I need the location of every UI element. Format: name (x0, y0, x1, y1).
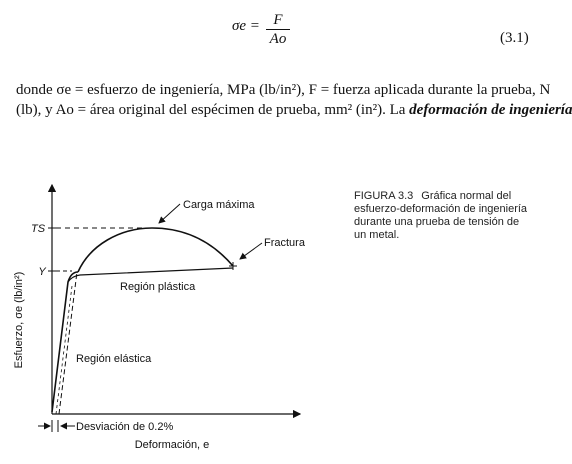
caption-label: FIGURA 3.3 (354, 190, 414, 202)
fracture-label: Fractura (264, 237, 305, 249)
caption-text: Gráfica normal del esfuerzo-deformación de ingeniería durante una prueba de tensión de un metal. (354, 190, 528, 241)
x-axis-label: Deformación, e (134, 439, 210, 451)
elastic-region-label: Región elástica (76, 353, 152, 365)
offset-line-inner (56, 286, 72, 414)
equation-number: (3.1) (500, 30, 529, 46)
max-load-leader (159, 204, 180, 223)
ts-label: TS (30, 223, 46, 235)
lower-line (68, 268, 233, 282)
equation-numerator: F (273, 12, 283, 28)
fracture-leader (240, 243, 262, 259)
offset-line-outer (59, 272, 77, 414)
y-point-label: Y (38, 266, 46, 278)
stress-strain-curve (78, 228, 233, 272)
paragraph-line-1: donde σe = esfuerzo de ingeniería, MPa (lb/in²), F = fuerza aplicada durante la prueba, N (16, 82, 551, 98)
equation-lhs: σe = (232, 18, 260, 34)
figure-caption (354, 190, 534, 242)
plastic-region-label: Región plástica (120, 281, 196, 293)
max-load-label: Carga máxima (183, 199, 255, 211)
paragraph-line-2-text: (lb), y Ao = área original del espécimen de prueba, mm² (in²). La (16, 102, 410, 118)
equation-denominator: Ao (269, 31, 287, 47)
paragraph-emphasis: deformación de ingeniería (409, 102, 572, 118)
offset-indicator (38, 420, 75, 432)
offset-label: Desviación de 0.2% (76, 421, 174, 433)
y-axis-label: Esfuerzo, σe (lb/in²) (13, 271, 25, 369)
